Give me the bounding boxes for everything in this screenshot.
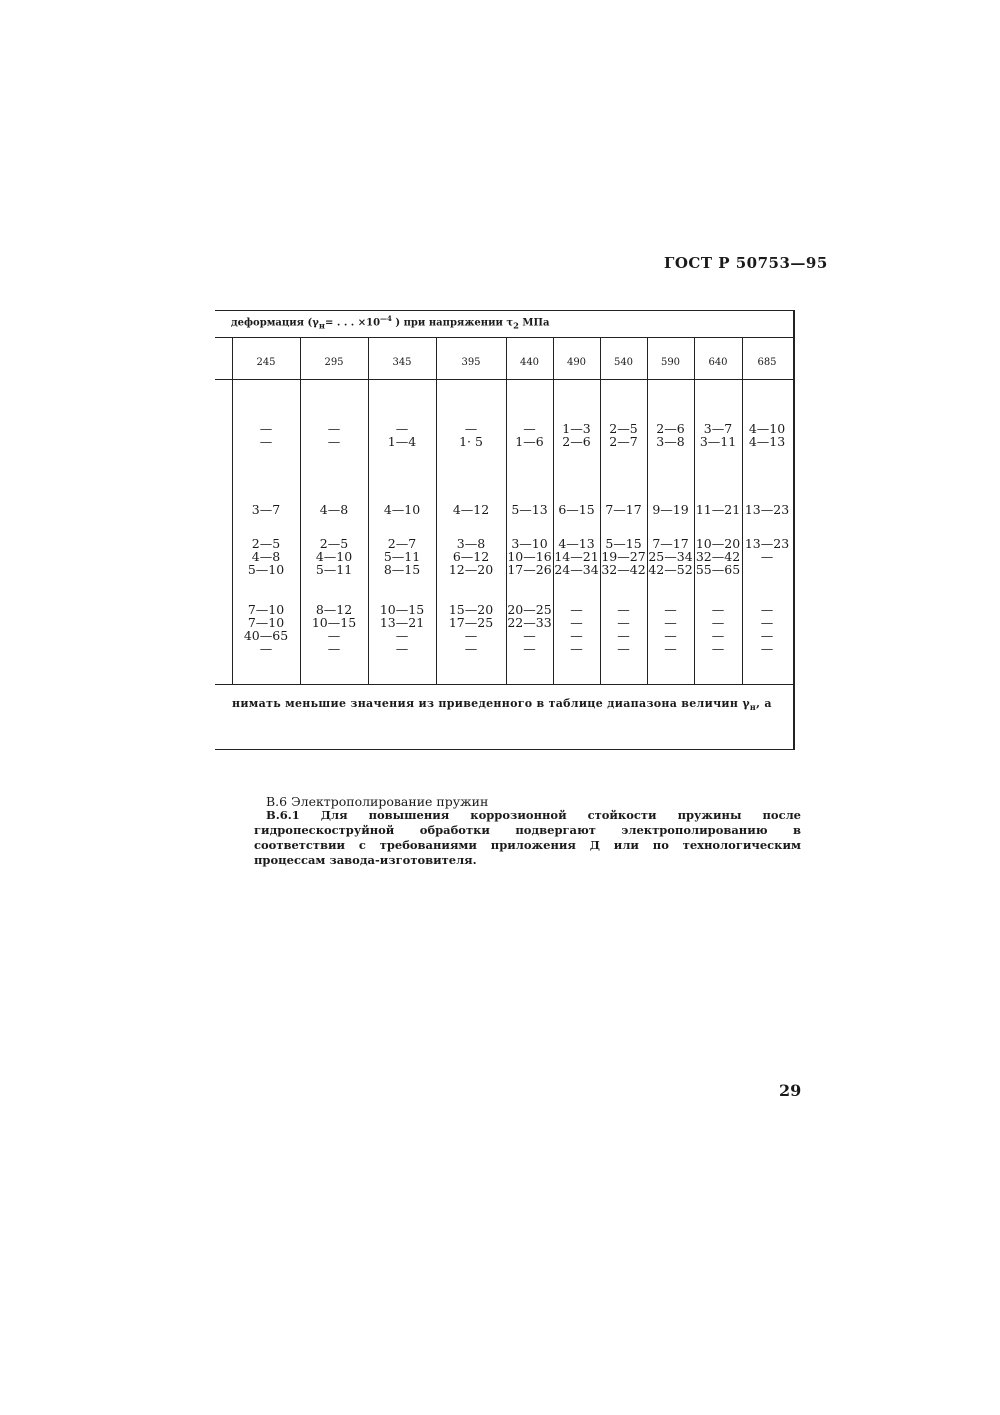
- cell-value: 4—8: [251, 549, 281, 564]
- table-cell: [368, 537, 436, 576]
- column-header: 590: [660, 356, 681, 368]
- table-cell: [232, 603, 300, 655]
- table-cell: [300, 537, 368, 576]
- cell-value: 3—8: [456, 536, 486, 551]
- deformation-table: [215, 310, 795, 750]
- cell-value: —: [711, 641, 725, 656]
- cell-value: 2—7: [387, 536, 417, 551]
- column-header: 345: [392, 356, 412, 368]
- table-cell: [368, 422, 436, 448]
- cell-value: 1—4: [387, 434, 417, 449]
- table-cell: [232, 503, 300, 516]
- cell-value: 1· 5: [459, 434, 483, 449]
- cell-value: 55—65: [695, 562, 741, 577]
- table-cell: [694, 537, 742, 576]
- table-cell: [647, 503, 694, 516]
- column-header: 490: [566, 356, 587, 368]
- table-cell: [436, 603, 506, 655]
- cell-value: 14—21: [554, 549, 599, 564]
- cell-value: —: [570, 602, 583, 617]
- cell-value: 20—25: [507, 602, 552, 617]
- cell-value: —: [395, 641, 409, 656]
- cell-value: 7—10: [247, 615, 285, 630]
- cell-value: 32—42: [695, 549, 741, 564]
- cell-value: 3—11: [699, 434, 737, 449]
- table-right-edge: [793, 310, 795, 750]
- cell-value: 4—10: [748, 421, 786, 436]
- cell-value: —: [464, 641, 478, 656]
- cell-value: 7—10: [247, 602, 285, 617]
- cell-value: 7—17: [652, 536, 689, 551]
- cell-value: 3—7: [703, 421, 733, 436]
- table-cell: [553, 422, 600, 448]
- cell-value: —: [711, 628, 725, 643]
- cell-value: —: [523, 641, 536, 656]
- cell-value: —: [570, 628, 583, 643]
- cell-value: 5—11: [383, 549, 421, 564]
- column-header: 640: [708, 356, 728, 368]
- cell-value: 7—17: [605, 502, 642, 517]
- table-cell: [742, 537, 792, 576]
- cell-value: —: [259, 434, 273, 449]
- cell-value: —: [464, 421, 478, 436]
- cell-value: —: [760, 641, 774, 656]
- column-header-bottom-rule: [215, 379, 795, 380]
- cell-value: —: [327, 628, 341, 643]
- table-cell: [506, 422, 553, 448]
- cell-value: 2—7: [609, 434, 638, 449]
- page-number: 29: [779, 1081, 802, 1100]
- cell-value: —: [617, 602, 630, 617]
- column-header: 685: [757, 356, 777, 368]
- table-cell: [694, 603, 742, 655]
- header-divider-rule: [215, 337, 795, 338]
- table-cell: [647, 422, 694, 448]
- cell-value: —: [711, 615, 725, 630]
- cell-value: —: [523, 628, 536, 643]
- table-cell: [647, 603, 694, 655]
- cell-value: —: [617, 628, 630, 643]
- cell-value: 2—5: [319, 536, 349, 551]
- table-cell: [694, 422, 742, 448]
- cell-value: 4—8: [319, 502, 349, 517]
- cell-value: —: [664, 615, 677, 630]
- cell-value: 1—3: [562, 421, 591, 436]
- table-cell: [506, 603, 553, 655]
- table-cell: [553, 537, 600, 576]
- cell-value: 3—10: [511, 536, 548, 551]
- cell-value: [765, 563, 769, 576]
- table-caption: деформация ($\gamma_н=$ . . . $\times 10^{—4}$ ) при напряжении $\tau_2$ МПа: [231, 314, 550, 331]
- cell-value: —: [711, 602, 725, 617]
- cell-value: 5—15: [605, 536, 642, 551]
- table-cell: [600, 603, 647, 655]
- cell-value: 24—34: [554, 562, 599, 577]
- cell-value: —: [617, 615, 630, 630]
- table-cell: [506, 503, 553, 516]
- column-header: 245: [256, 356, 276, 368]
- cell-value: 4—12: [452, 502, 490, 517]
- table-top-rule: [215, 310, 795, 311]
- cell-value: 10—15: [379, 602, 425, 617]
- cell-value: 6—15: [558, 502, 595, 517]
- table-cell: [368, 503, 436, 516]
- cell-value: 2—6: [656, 421, 685, 436]
- cell-value: 8—12: [315, 602, 353, 617]
- table-cell: [647, 537, 694, 576]
- cell-value: —: [395, 421, 409, 436]
- table-note-sub: н: [749, 702, 757, 713]
- column-header: 395: [461, 356, 481, 368]
- cell-value: —: [327, 434, 341, 449]
- cell-value: —: [259, 421, 273, 436]
- cell-value: —: [464, 628, 478, 643]
- section-title: В.6 Электрополирование пружин: [266, 794, 489, 809]
- cell-value: 2—5: [251, 536, 281, 551]
- column-header: 440: [519, 356, 540, 368]
- cell-value: 8—15: [383, 562, 421, 577]
- table-cell: [300, 603, 368, 655]
- cell-value: 5—11: [315, 562, 353, 577]
- cell-value: 4—10: [383, 502, 421, 517]
- table-body-bottom-rule: [215, 684, 795, 685]
- cell-value: —: [570, 615, 583, 630]
- cell-value: 19—27: [601, 549, 646, 564]
- table-cell: [742, 603, 792, 655]
- table-note-text: нимать меньшие значения из приведенного в таблице диапазона величин γ: [232, 697, 750, 710]
- table-cell: [694, 503, 742, 516]
- table-cell: [506, 537, 553, 576]
- cell-value: 40—65: [243, 628, 289, 643]
- table-cell: [553, 603, 600, 655]
- section-paragraph: В.6.1 Для повышения коррозионной стойкости пружины после гидропескоструйной обработки подвергают электрополированию в соответствии с требованиями приложения Д или по технологическим процессам завода-изготовителя.: [254, 808, 801, 867]
- cell-value: —: [523, 421, 536, 436]
- cell-value: —: [395, 628, 409, 643]
- cell-value: 4—10: [315, 549, 353, 564]
- table-cell: [232, 422, 300, 448]
- cell-value: 32—42: [601, 562, 646, 577]
- cell-value: —: [664, 602, 677, 617]
- cell-value: 13—21: [379, 615, 425, 630]
- cell-value: 22—33: [507, 615, 552, 630]
- table-cell: [742, 503, 792, 516]
- cell-value: 11—21: [695, 502, 741, 517]
- column-header: 295: [324, 356, 344, 368]
- table-note-tail: , а: [756, 697, 772, 710]
- table-cell: [742, 422, 792, 448]
- table-cell: [600, 503, 647, 516]
- cell-value: 15—20: [448, 602, 494, 617]
- table-bottom-rule: [215, 749, 795, 750]
- cell-value: 4—13: [748, 434, 786, 449]
- cell-value: 17—26: [507, 562, 552, 577]
- cell-value: —: [664, 628, 677, 643]
- cell-value: 12—20: [448, 562, 494, 577]
- cell-value: —: [664, 641, 677, 656]
- cell-value: 1—6: [515, 434, 544, 449]
- table-cell: [232, 537, 300, 576]
- cell-value: 10—20: [695, 536, 741, 551]
- cell-value: 3—8: [656, 434, 685, 449]
- table-cell: [600, 537, 647, 576]
- cell-value: —: [760, 549, 774, 564]
- table-cell: [553, 503, 600, 516]
- cell-value: 5—13: [511, 502, 548, 517]
- table-cell: [300, 422, 368, 448]
- cell-value: —: [570, 641, 583, 656]
- cell-value: —: [760, 628, 774, 643]
- cell-value: 3—7: [251, 502, 281, 517]
- cell-value: 4—13: [558, 536, 595, 551]
- cell-value: —: [327, 641, 341, 656]
- column-header: 540: [613, 356, 634, 368]
- table-cell: [436, 503, 506, 516]
- table-cell: [600, 422, 647, 448]
- cell-value: 25—34: [648, 549, 693, 564]
- table-cell: [436, 422, 506, 448]
- cell-value: 10—16: [507, 549, 552, 564]
- cell-value: 6—12: [452, 549, 490, 564]
- cell-value: —: [760, 615, 774, 630]
- document-code: ГОСТ Р 50753—95: [664, 254, 828, 272]
- cell-value: 13—23: [744, 536, 790, 551]
- cell-value: 42—52: [648, 562, 693, 577]
- cell-value: —: [327, 421, 341, 436]
- cell-value: 9—19: [652, 502, 689, 517]
- cell-value: 17—25: [448, 615, 494, 630]
- cell-value: 13—23: [744, 502, 790, 517]
- table-note: [232, 697, 772, 712]
- cell-value: 2—6: [562, 434, 591, 449]
- cell-value: —: [259, 641, 273, 656]
- cell-value: —: [617, 641, 630, 656]
- cell-value: 10—15: [311, 615, 357, 630]
- cell-value: 5—10: [247, 562, 285, 577]
- cell-value: 2—5: [609, 421, 638, 436]
- cell-value: —: [760, 602, 774, 617]
- table-cell: [368, 603, 436, 655]
- table-cell: [436, 537, 506, 576]
- table-cell: [300, 503, 368, 516]
